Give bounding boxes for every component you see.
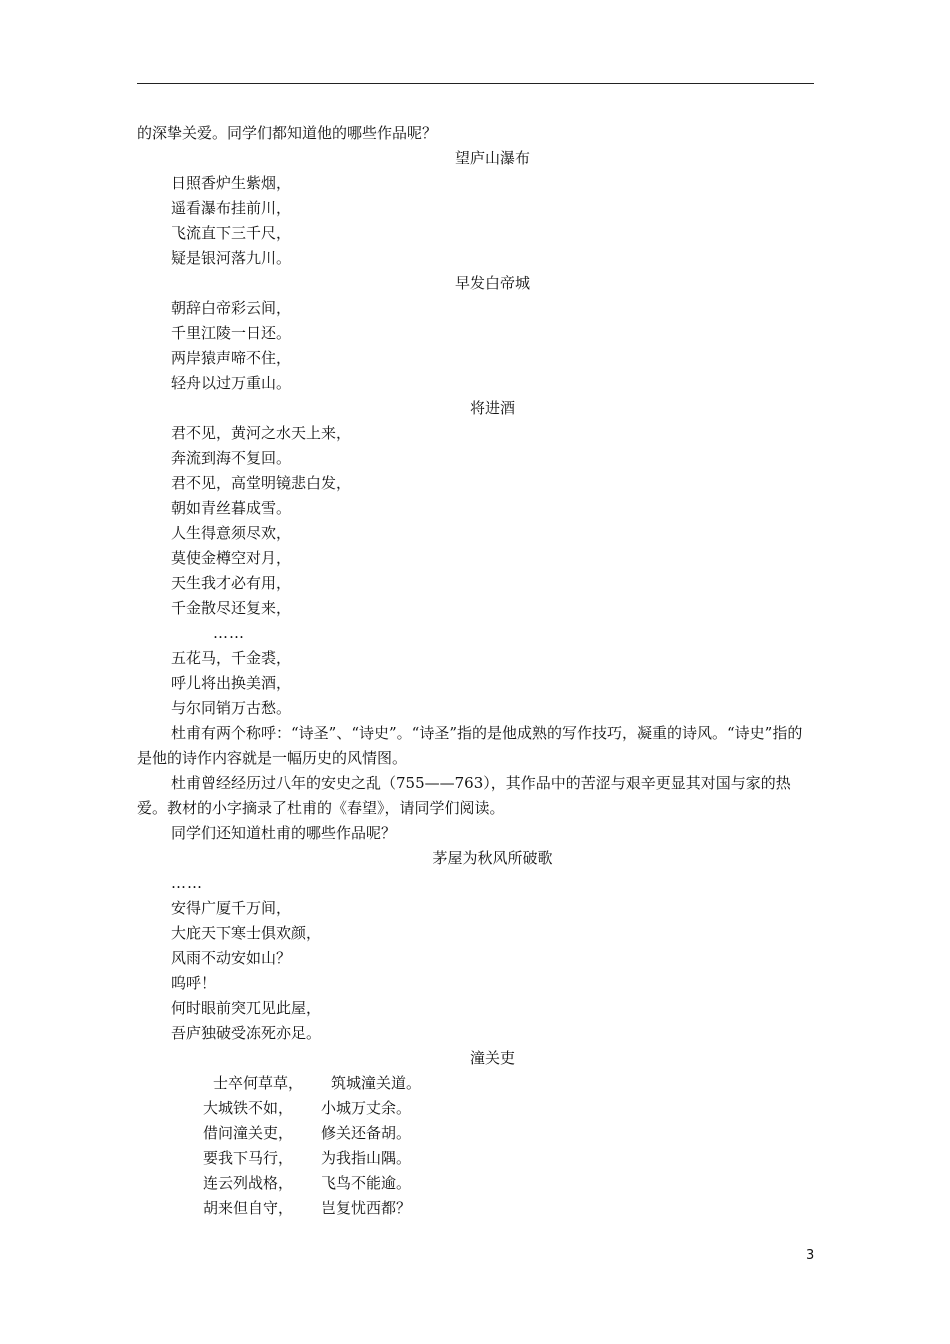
- couplet-second-half: 为我指山隅。: [321, 1149, 412, 1167]
- paragraph: 杜甫曾经经历过八年的安史之乱（755——763），其作品中的苦涩与艰辛更显其对国与家的热爱。教材的小字摘录了杜甫的《春望》，请同学们阅读。: [137, 774, 791, 817]
- couplet-first-half: 要我下马行，: [203, 1149, 294, 1167]
- couplet-first-half: 胡来但自守，: [203, 1199, 294, 1217]
- poem-line: 天生我才必有用，: [171, 574, 292, 592]
- poem-line: 疑是银河落九川。: [171, 249, 292, 267]
- couplet-second-half: 飞鸟不能逾。: [321, 1174, 412, 1192]
- poem-couplet: [137, 1171, 814, 1196]
- poem-line: 奔流到海不复回。: [171, 449, 292, 467]
- poem-ellipsis: ……: [171, 874, 203, 892]
- intro-text: 的深挚关爱。同学们都知道他的哪些作品呢？: [137, 124, 438, 142]
- poem-line: 千里江陵一日还。: [171, 324, 292, 342]
- poem-line: 两岸猿声啼不住，: [171, 349, 292, 367]
- couplet-first-half: 借问潼关吏，: [203, 1124, 294, 1142]
- poem-line: 呜呼！: [171, 974, 217, 992]
- poem-line: 遥看瀑布挂前川，: [171, 199, 292, 217]
- poem-line: 与尔同销万古愁。: [171, 699, 292, 717]
- poem-couplet: [137, 1121, 814, 1146]
- poem-line: 何时眼前突兀见此屋，: [171, 999, 322, 1017]
- poem-line: 五花马，千金裘，: [171, 649, 292, 667]
- poem-couplet: [137, 1196, 814, 1221]
- poem-line: 吾庐独破受冻死亦足。: [171, 1024, 322, 1042]
- couplet-second-half: 岂复忧西都？: [321, 1199, 412, 1217]
- couplet-first-half: 士卒何草草，: [213, 1074, 304, 1092]
- poem-line: 大庇天下寒士俱欢颜，: [171, 924, 322, 942]
- poem-line: 人生得意须尽欢，: [171, 524, 292, 542]
- poem-line: 莫使金樽空对月，: [171, 549, 292, 567]
- poem-title: 茅屋为秋风所破歌: [432, 849, 553, 867]
- poem-title: 潼关吏: [469, 1049, 515, 1067]
- couplet-second-half: 小城万丈余。: [321, 1099, 412, 1117]
- poem-line: 呼儿将出换美酒，: [171, 674, 292, 692]
- poem-line: 日照香炉生紫烟，: [171, 174, 292, 192]
- poem-couplet: [137, 1146, 814, 1171]
- poem-title: 早发白帝城: [454, 274, 530, 292]
- couplet-second-half: 筑城潼关道。: [331, 1074, 422, 1092]
- poem-line: 轻舟以过万重山。: [171, 374, 292, 392]
- couplet-first-half: 大城铁不如，: [203, 1099, 294, 1117]
- couplet-second-half: 修关还备胡。: [321, 1124, 412, 1142]
- poem-line: 君不见，高堂明镜悲白发，: [171, 474, 352, 492]
- page-number: 3: [806, 1248, 815, 1263]
- poem-ellipsis: ……: [213, 624, 245, 642]
- poem-line: 朝辞白帝彩云间，: [171, 299, 292, 317]
- poem-line: 千金散尽还复来，: [171, 599, 292, 617]
- poem-line: 风雨不动安如山？: [171, 949, 292, 967]
- poem-line: 飞流直下三千尺，: [171, 224, 292, 242]
- poem-couplet: [137, 1071, 814, 1096]
- couplet-first-half: 连云列战格，: [203, 1174, 294, 1192]
- poem-line: 安得广厦千万间，: [171, 899, 292, 917]
- poem-title: 将进酒: [469, 399, 515, 417]
- paragraph: 杜甫有两个称呼：“诗圣”、“诗史”。“诗圣”指的是他成熟的写作技巧，凝重的诗风。“诗史”指的是他的诗作内容就是一幅历史的风情图。: [137, 724, 803, 767]
- paragraph: 同学们还知道杜甫的哪些作品呢？: [171, 824, 397, 842]
- header-rule: [137, 83, 814, 84]
- poem-line: 君不见，黄河之水天上来，: [171, 424, 352, 442]
- document-body: [137, 121, 814, 1221]
- poem-couplet: [137, 1096, 814, 1121]
- poem-line: 朝如青丝暮成雪。: [171, 499, 292, 517]
- poem-title: 望庐山瀑布: [454, 149, 530, 167]
